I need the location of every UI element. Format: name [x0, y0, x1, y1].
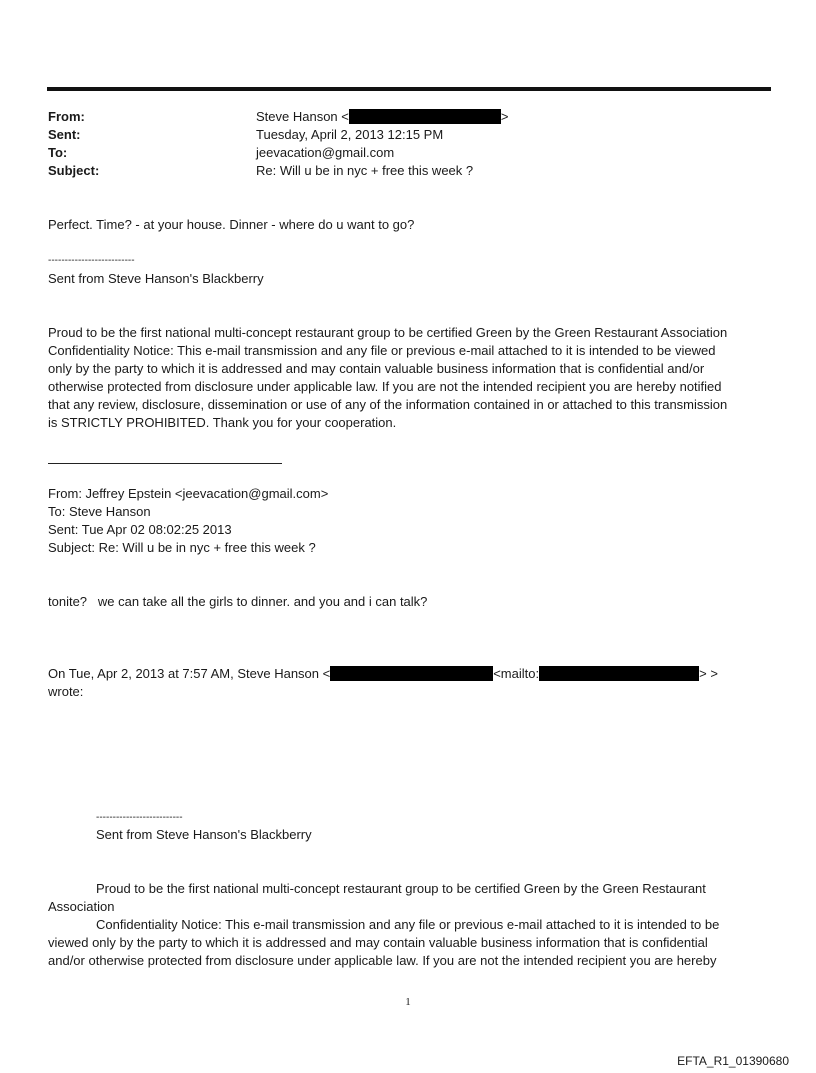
quoted-message: tonite? we can take all the girls to dinner. and you and i can talk?	[48, 594, 428, 609]
quoted-from: From: Jeffrey Epstein <jeevacation@gmail.com>	[48, 486, 329, 501]
to-label: To:	[48, 145, 68, 160]
notice-line: only by the party to which it is addressed and may contain valuable business information that is confidential and/or	[48, 361, 705, 376]
notice-line: viewed only by the party to which it is addressed and may contain valuable business information that is confidential	[48, 935, 708, 950]
quoted-to: To: Steve Hanson	[48, 504, 151, 519]
subject-label: Subject:	[48, 163, 100, 178]
on-prefix: On Tue, Apr 2, 2013 at 7:57 AM, Steve Hanson <	[48, 666, 331, 681]
page-number: 1	[405, 996, 411, 1008]
notice-line: that any review, disclosure, dissemination or use of any of the information contained in or attached to this transmission	[48, 397, 728, 412]
notice-line: Confidentiality Notice: This e-mail transmission and any file or previous e-mail attached to it is intended to be	[96, 917, 720, 932]
wrote-text: wrote:	[48, 684, 84, 699]
notice-line: Proud to be the first national multi-concept restaurant group to be certified Green by the Green Restaurant	[96, 881, 706, 896]
signature-dashes: --------------------------	[48, 255, 135, 266]
redaction-box	[330, 666, 493, 681]
signature-dashes: --------------------------	[96, 812, 183, 823]
subject-value: Re: Will u be in nyc + free this week ?	[256, 163, 474, 178]
on-wrote-line	[48, 665, 718, 682]
to-value: jeevacation@gmail.com	[256, 145, 395, 160]
from-name: Steve Hanson <	[256, 109, 349, 124]
separator-line	[48, 463, 282, 464]
top-rule	[47, 87, 771, 91]
notice-line: Association	[48, 899, 115, 914]
sent-from-line: Sent from Steve Hanson's Blackberry	[48, 271, 264, 286]
sent-from-line: Sent from Steve Hanson's Blackberry	[96, 827, 312, 842]
redaction-box	[539, 666, 699, 681]
notice-line: Proud to be the first national multi-concept restaurant group to be certified Green by the Green Restaurant Association	[48, 325, 728, 340]
from-value	[256, 108, 508, 125]
redaction-box	[349, 109, 501, 124]
notice-line: is STRICTLY PROHIBITED. Thank you for your cooperation.	[48, 415, 397, 430]
sent-value: Tuesday, April 2, 2013 12:15 PM	[256, 127, 444, 142]
mailto-text: <mailto:	[493, 666, 540, 681]
notice-line: Confidentiality Notice: This e-mail transmission and any file or previous e-mail attached to it is intended to be viewed	[48, 343, 716, 358]
quoted-sent: Sent: Tue Apr 02 08:02:25 2013	[48, 522, 232, 537]
from-label: From:	[48, 109, 85, 124]
body-line: Perfect. Time? - at your house. Dinner - where do u want to go?	[48, 217, 415, 232]
bates-number: EFTA_R1_01390680	[677, 1054, 789, 1068]
on-close: > >	[699, 666, 718, 681]
sent-label: Sent:	[48, 127, 81, 142]
notice-line: and/or otherwise protected from disclosure under applicable law. If you are not the intended recipient you are hereby	[48, 953, 717, 968]
notice-line: otherwise protected from disclosure under applicable law. If you are not the intended recipient you are hereby notified	[48, 379, 722, 394]
from-close: >	[500, 109, 509, 124]
quoted-subject: Subject: Re: Will u be in nyc + free this week ?	[48, 540, 316, 555]
